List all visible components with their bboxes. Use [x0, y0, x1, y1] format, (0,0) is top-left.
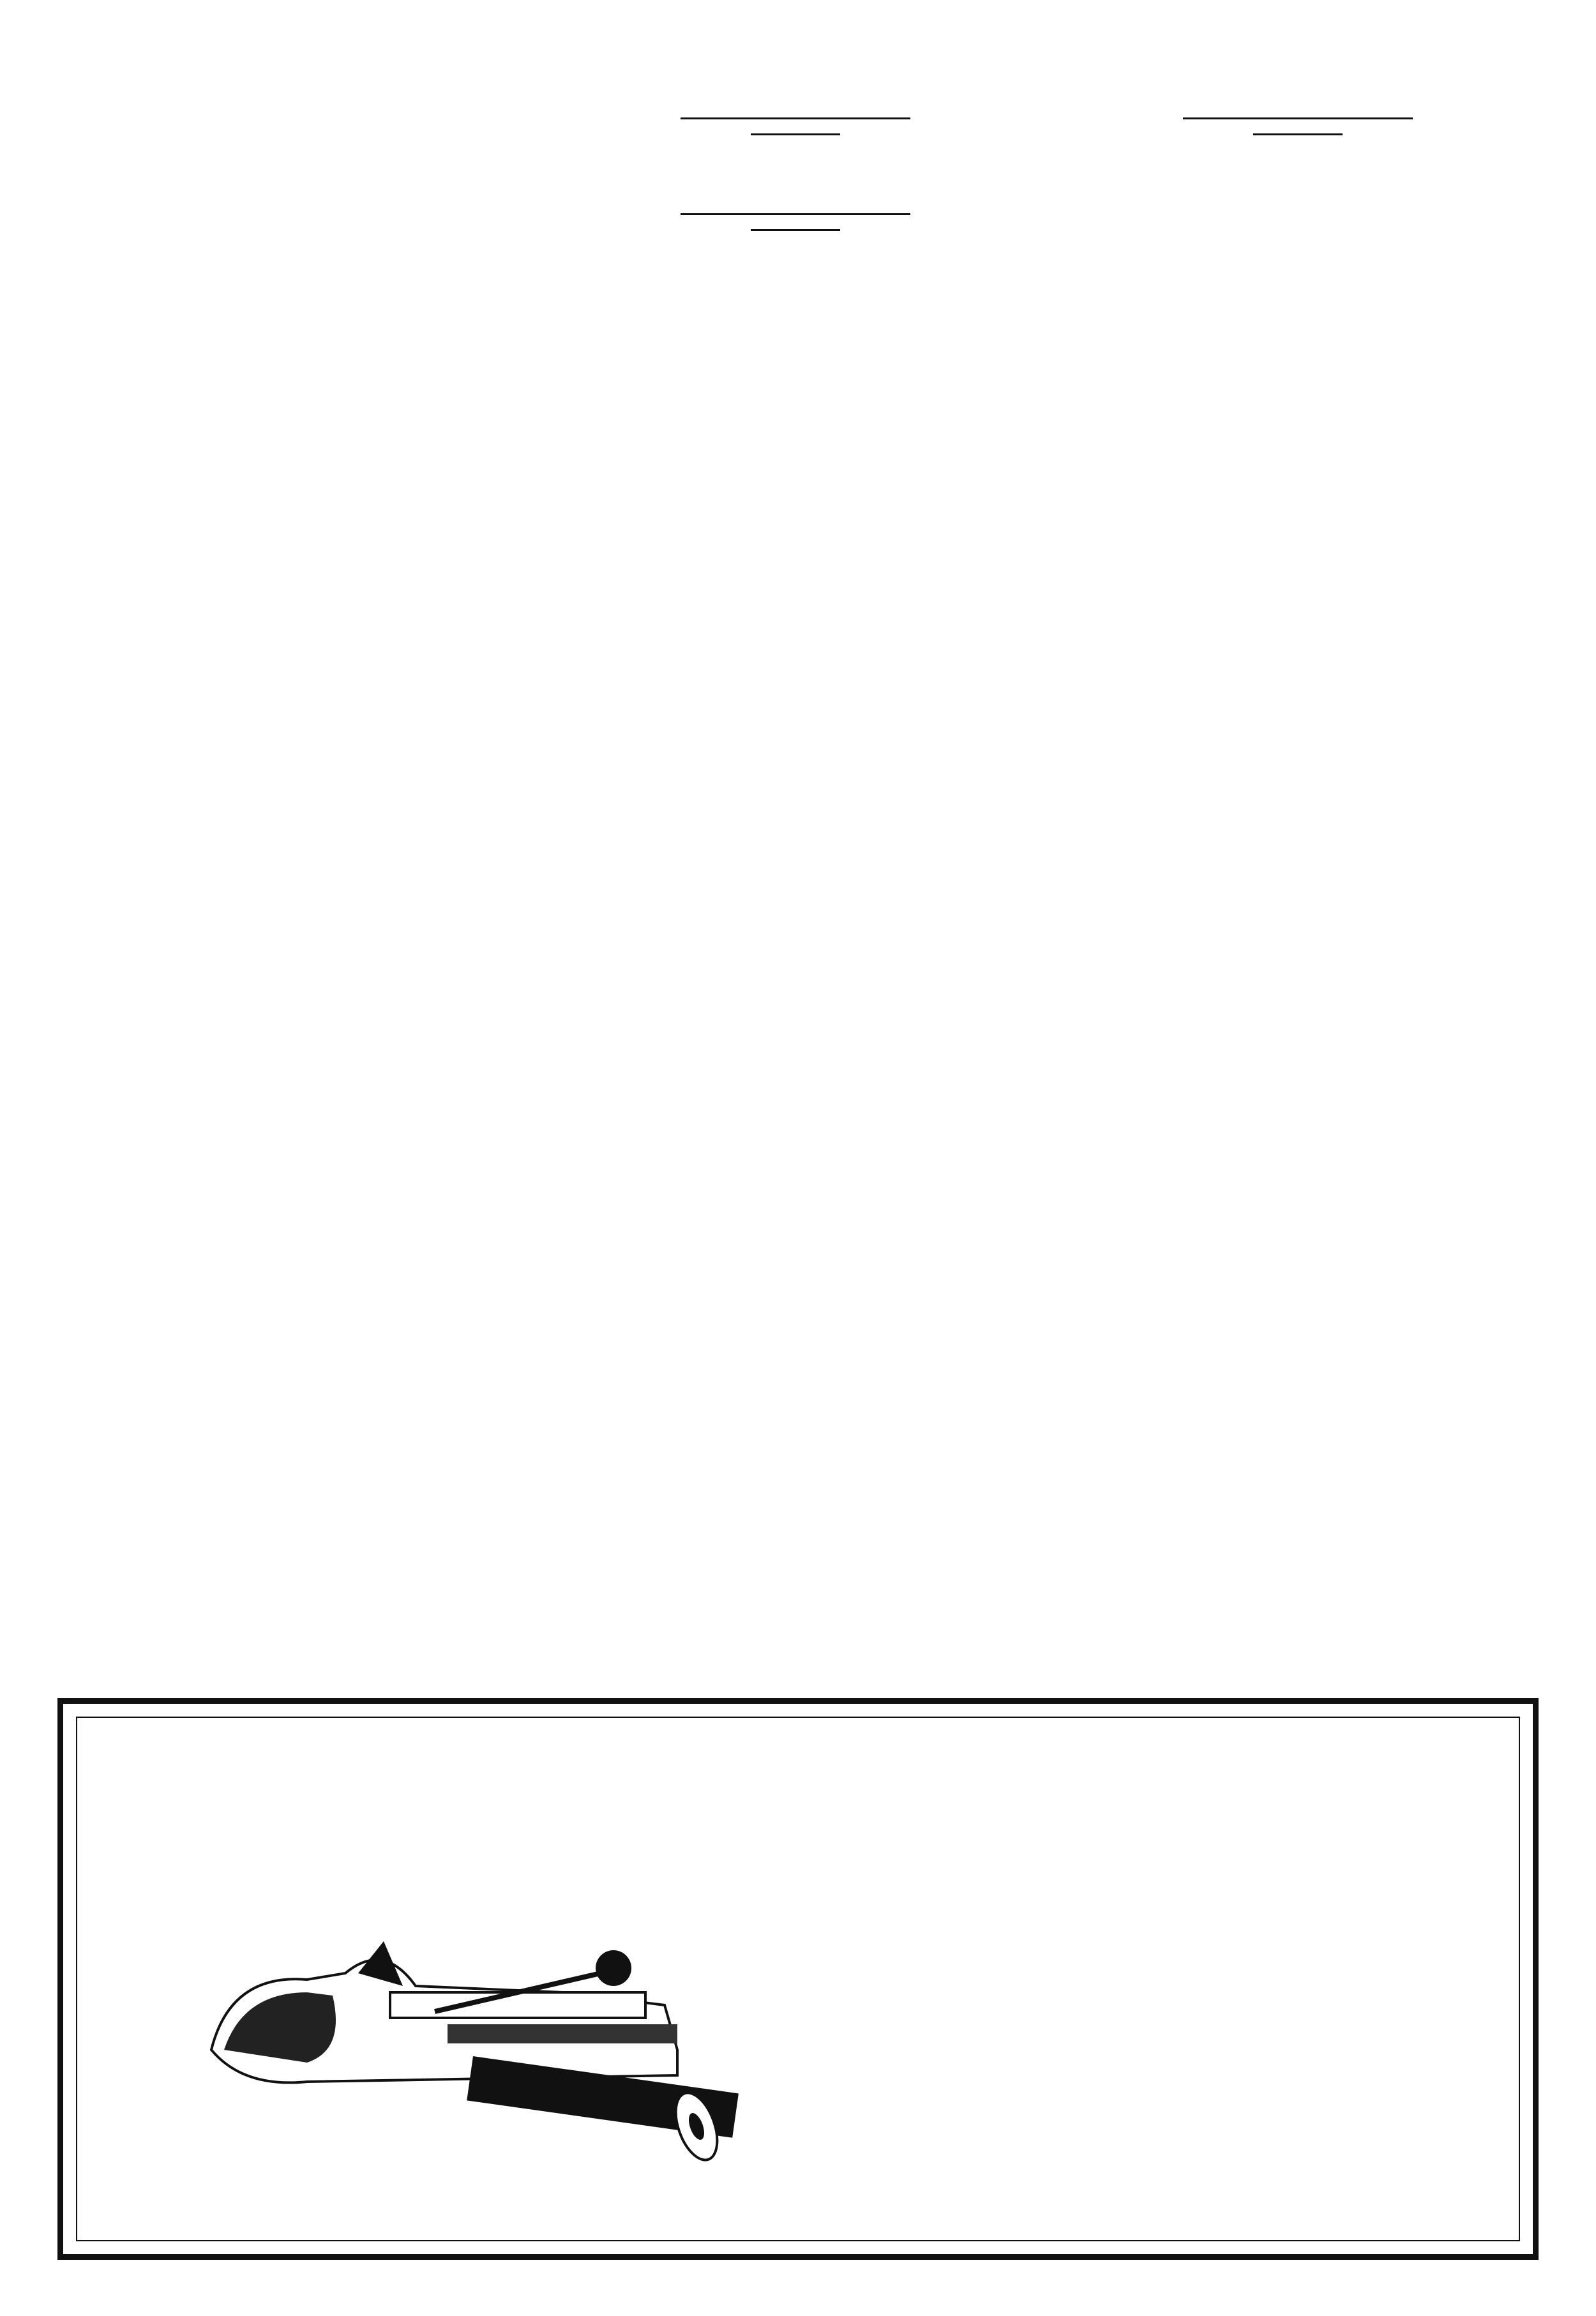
ad-inner-frame: [76, 1717, 1520, 2241]
section-rule: [1183, 117, 1413, 119]
ad-copy: [792, 1743, 1520, 1766]
title-rule: [1253, 133, 1343, 135]
plane-and-cutters-illustration: [116, 1782, 754, 2254]
combination-plane-icon: [211, 1941, 739, 2138]
stanley-tools-advertisement: [57, 1698, 1539, 2260]
jugements-column-headers: [561, 241, 1030, 292]
actions-column-headers: [561, 146, 1030, 197]
column-3: [1062, 101, 1534, 197]
column-2: [561, 101, 1030, 292]
section-rule: [681, 117, 910, 119]
title-rule: [751, 133, 840, 135]
section-rule: [681, 213, 910, 215]
title-rule: [751, 229, 840, 231]
circuit-column-headers: [1062, 146, 1534, 197]
